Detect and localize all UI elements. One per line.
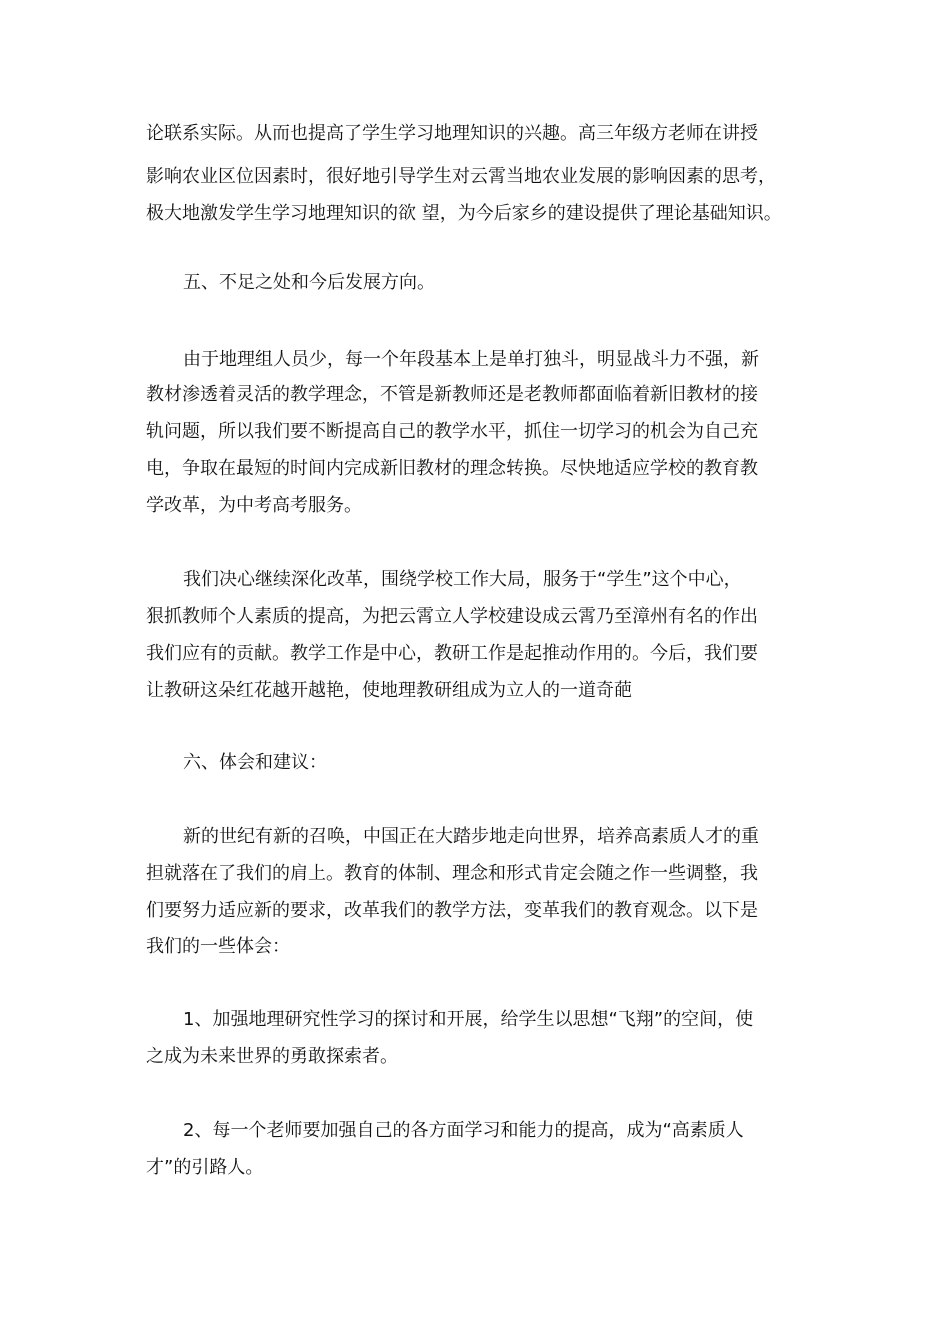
resolve-line: 狠抓教师个人素质的提高，为把云霄立人学校建设成云霄乃至漳州有名的作出: [146, 606, 758, 627]
intro-line: 影响农业区位因素时，很好地引导学生对云霄当地农业发展的影响因素的思考，: [146, 166, 776, 187]
resolve-line: 我们决心继续深化改革，围绕学校工作大局，服务于“学生”这个中心，: [183, 569, 742, 590]
section-heading-5: 五、不足之处和今后发展方向。: [183, 272, 435, 293]
list-item-2-line: 才”的引路人。: [146, 1157, 264, 1178]
century-line: 我们的一些体会：: [146, 936, 290, 957]
intro-line: 极大地激发学生学习地理知识的欲 望，为今后家乡的建设提供了理论基础知识。: [146, 203, 782, 224]
century-line: 新的世纪有新的召唤，中国正在大踏步地走向世界，培养高素质人才的重: [183, 826, 759, 847]
shortage-line: 由于地理组人员少，每一个年段基本上是单打独斗，明显战斗力不强，新: [183, 349, 759, 370]
shortage-line: 轨问题，所以我们要不断提高自己的教学水平，抓住一切学习的机会为自己充: [146, 421, 758, 442]
century-line: 们要努力适应新的要求，改革我们的教学方法，变革我们的教育观念。以下是: [146, 900, 758, 921]
list-item-2-line: 2、每一个老师要加强自己的各方面学习和能力的提高，成为“高素质人: [183, 1120, 744, 1141]
shortage-line: 电，争取在最短的时间内完成新旧教材的理念转换。尽快地适应学校的教育教: [146, 458, 758, 479]
shortage-line: 学改革，为中考高考服务。: [146, 495, 362, 516]
resolve-line: 让教研这朵红花越开越艳，使地理教研组成为立人的一道奇葩: [146, 680, 632, 701]
shortage-line: 教材渗透着灵活的教学理念，不管是新教师还是老教师都面临着新旧教材的接: [146, 384, 758, 405]
list-item-1-line: 之成为未来世界的勇敢探索者。: [146, 1046, 398, 1067]
intro-line: 论联系实际。从而也提高了学生学习地理知识的兴趣。高三年级方老师在讲授: [146, 123, 758, 144]
resolve-line: 我们应有的贡献。教学工作是中心，教研工作是起推动作用的。今后，我们要: [146, 643, 758, 664]
list-item-1-line: 1、加强地理研究性学习的探讨和开展，给学生以思想“飞翔”的空间，使: [183, 1009, 754, 1030]
section-heading-6: 六、体会和建议：: [183, 752, 327, 773]
century-line: 担就落在了我们的肩上。教育的体制、理念和形式肯定会随之作一些调整，我: [146, 863, 758, 884]
